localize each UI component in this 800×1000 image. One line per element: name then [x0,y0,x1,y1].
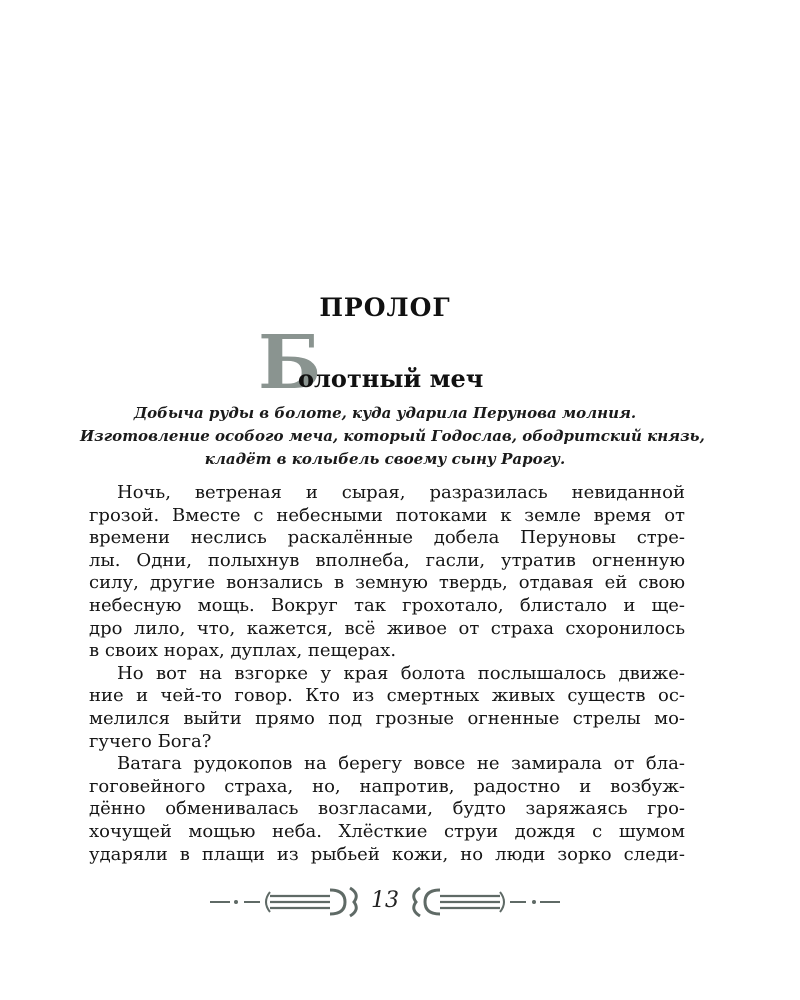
page-footer [200,880,570,924]
epigraph [80,402,705,471]
text-line: дённо обменивалась возгласами, будто заряжаясь гро- [89,798,685,820]
text-line: мелился выйти прямо под грозные огненные стрелы мо- [89,707,685,729]
page-number: 13 [371,888,399,913]
text-line: гоговейного страха, но, напротив, радостно и возбуж- [89,775,685,797]
text-line: хочущей мощью неба. Хлёсткие струи дождя с шумом [89,820,685,842]
text-line: времени неслись раскалённые добела Перуновы стре- [89,527,685,549]
epigraph-line: Изготовление особого меча, который Годослав, ободритский князь, [80,427,705,445]
drop-cap-letter: Б [258,320,322,406]
epigraph-line: кладёт в колыбель своему сыну Рарогу. [204,450,566,468]
text-line: грозой. Вместе с небесными потоками к земле время от [89,504,685,526]
chapter-title [258,320,558,406]
text-line: небесную мощь. Вокруг так грохотало, блистало и ще- [89,594,685,616]
text-line: силу, другие вонзались в земную твердь, отдавая ей свою [89,572,685,594]
text-line: Ватага рудокопов на берегу вовсе не замирала от бла- [117,753,685,775]
body-text [89,482,685,866]
text-line: ударяли в плащи из рыбьей кожи, но люди зорко следи- [89,843,685,865]
text-line: Ночь, ветреная и сырая, разразилась невиданной [117,482,685,503]
section-heading: ПРОЛОГ [319,293,451,322]
text-line: дро лило, что, кажется, всё живое от страха схоронилось [89,617,685,639]
text-line: лы. Одни, полыхнув вполнеба, гасли, утратив огненную [89,549,685,571]
text-line: ние и чей-то говор. Кто из смертных живых существ ос- [89,685,685,707]
text-line: в своих норах, дуплах, пещерах. [89,640,397,662]
epigraph-line: Добыча руды в болоте, куда ударила Перунова молния. [133,404,637,422]
text-line: Но вот на взгорке у края болота послышалось движе- [117,662,685,684]
chapter-title-text: олотный меч [298,364,484,393]
text-line: гучего Бога? [89,730,212,752]
